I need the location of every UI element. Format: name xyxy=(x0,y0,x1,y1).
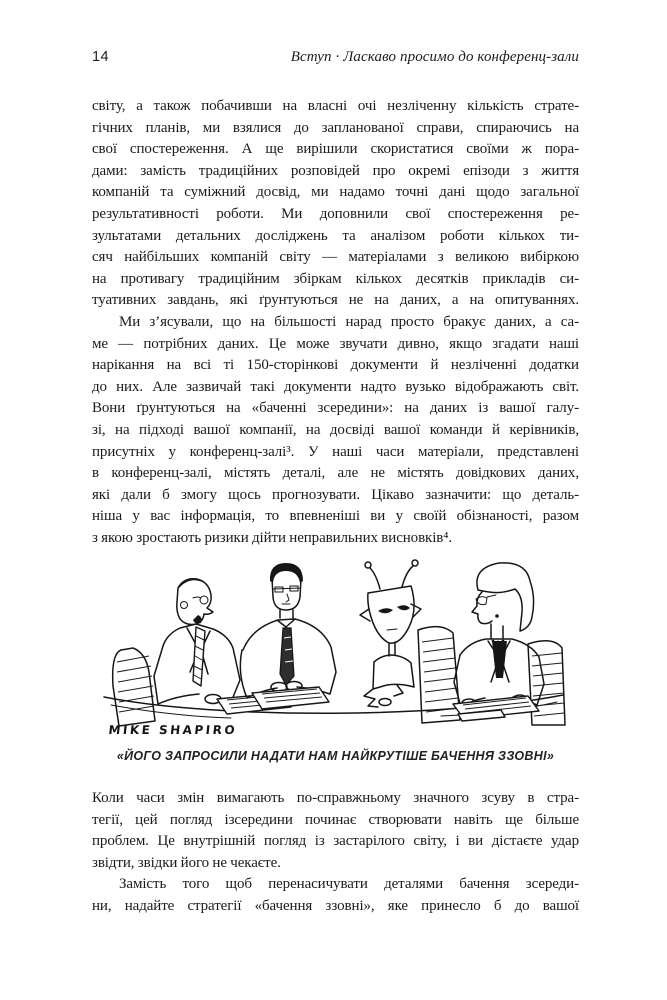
body-line: на противагу традиційним збіркам кількох десятків прикладів си- xyxy=(92,270,579,287)
body-line: Ми з’ясували, що на більшості нарад просто бракує даних, а са- xyxy=(119,313,579,330)
body-line: світу, а також побачивши на власні очі незліченну кількість страте- xyxy=(92,98,579,114)
body-line: сяч найбільших компаній світу — матеріалами з великою вибіркою xyxy=(92,249,579,266)
body-line: ни, надайте стратегії «бачення ззовні», яке принесло б до вашої xyxy=(92,897,579,914)
body-line: Вони ґрунтуються на «баченні зсередини»: на даних із вашої галу- xyxy=(92,400,579,417)
body-line: проблем. Це внутрішній погляд із застарілого світу, і ви дістаєте удар xyxy=(92,833,579,850)
chair-left xyxy=(113,648,155,726)
businessman-left xyxy=(154,579,240,704)
body-line: зультатами детальних досліджень та аналізом роботи кількох ти- xyxy=(92,227,579,244)
page-number: 14 xyxy=(92,49,109,65)
body-line: дами: замість традиційних розповідей про окремі епізоди з життя xyxy=(92,162,579,179)
body-line: в конференц-залі, містять деталі, але не містять довідкових даних, xyxy=(92,465,579,482)
running-header xyxy=(92,49,579,66)
body-line: тегії, цей погляд ізсередини починає створювати навіть ще більше xyxy=(92,811,579,828)
body-text-below-illustration xyxy=(92,788,579,918)
body-line: Замість того щоб перенасичувати деталями бачення зсереди- xyxy=(119,876,579,893)
body-text-above-illustration xyxy=(92,96,579,549)
conference-cartoon-drawing xyxy=(101,554,566,740)
body-line: ме — потрібних даних. Це може звучати дивно, якщо згадати наші xyxy=(92,335,579,352)
body-line: нарікання на всі ті 150-сторінкові документи й незліченні додатки xyxy=(92,357,579,374)
businessman-center xyxy=(240,563,336,698)
body-line: результативності роботи. Ми доповнили свої спостереження ре- xyxy=(92,205,579,222)
body-line: Коли часи змін вимагають по-справжньому значного зсуву в стра- xyxy=(92,790,579,806)
papers-center xyxy=(252,687,329,709)
body-line: звідти, звідки його не чекаєте. xyxy=(92,854,281,871)
body-line: з якою зростають ризики дійти неправильних висновків⁴. xyxy=(92,529,453,546)
illustration-caption: «ЙОГО ЗАПРОСИЛИ НАДАТИ НАМ НАЙКРУТІШЕ БАЧЕННЯ ЗЗОВНІ» xyxy=(116,749,555,763)
body-line: ніша у вас інформація, то впевненіші ви у своїй обізнаності, разом xyxy=(92,508,579,525)
alien xyxy=(360,560,421,707)
chair-alien xyxy=(418,627,460,723)
body-line: свої спостереження. А ще вирішили скористатися своїми ж пора- xyxy=(92,141,579,158)
conference-cartoon xyxy=(101,554,566,740)
body-line: зі, на підході вашої компанії, на досвіді вашої команди й керівників, xyxy=(92,421,579,438)
body-line: гічних планів, ми взялися до запланованої справи, спираючись на xyxy=(92,119,579,136)
body-line: які дали б змогу щось прогнозувати. Цікаво зазначити: що деталь- xyxy=(92,486,579,503)
chapter-running-title: Вступ · Ласкаво просимо до конференц-зали xyxy=(290,49,579,65)
body-line: присутніх у конференц-залі³. У наші часи матеріали, представлені xyxy=(92,443,579,460)
body-line: компаній та суміжний досвід, ми надамо точні дані щодо загальної xyxy=(92,184,579,201)
chair-right xyxy=(528,641,565,725)
body-line: до них. Але зазвичай такі документи надто вузько відображають світ. xyxy=(92,378,579,395)
body-line: туативних завдань, які ґрунтуються не на даних, а на опитуваннях. xyxy=(92,292,579,309)
cartoonist-signature: MIKE SHAPIRO xyxy=(107,723,238,737)
